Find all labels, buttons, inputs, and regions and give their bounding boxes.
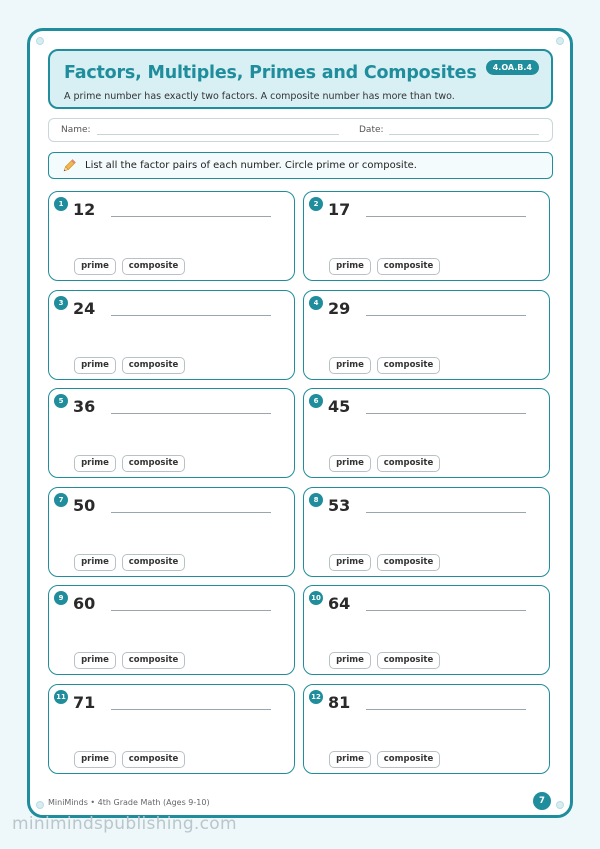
problem-card xyxy=(303,388,550,478)
composite-choice-button[interactable]: composite xyxy=(122,357,185,374)
corner-dot xyxy=(36,37,44,45)
footer-text: MiniMinds • 4th Grade Math (Ages 9-10) xyxy=(48,798,210,807)
problem-value: 24 xyxy=(73,298,96,318)
worksheet-header xyxy=(48,49,553,109)
factor-pairs-answer-line[interactable] xyxy=(111,709,271,710)
composite-choice-button[interactable]: composite xyxy=(377,357,440,374)
prime-choice-button[interactable]: prime xyxy=(329,554,371,571)
problem-card xyxy=(303,191,550,281)
problem-number-badge: 11 xyxy=(54,690,68,704)
prime-choice-button[interactable]: prime xyxy=(74,455,116,472)
name-field[interactable] xyxy=(97,134,339,135)
problem-number-badge: 12 xyxy=(309,690,323,704)
problem-number-badge: 6 xyxy=(309,394,323,408)
prime-choice-button[interactable]: prime xyxy=(329,751,371,768)
instruction-box xyxy=(48,152,553,179)
problem-card xyxy=(48,585,295,675)
prime-choice-button[interactable]: prime xyxy=(329,258,371,275)
problem-number-badge: 3 xyxy=(54,296,68,310)
standard-badge: 4.OA.B.4 xyxy=(486,60,539,75)
corner-dot xyxy=(556,37,564,45)
name-date-bar xyxy=(48,118,553,142)
problem-value: 60 xyxy=(73,594,96,613)
factor-pairs-answer-line[interactable] xyxy=(366,413,526,414)
problem-value: 50 xyxy=(73,495,96,515)
problem-card xyxy=(48,487,295,577)
problem-card xyxy=(48,684,295,774)
composite-choice-button[interactable]: composite xyxy=(122,258,185,275)
problem-card xyxy=(303,585,550,675)
corner-dot xyxy=(556,801,564,809)
page-number-badge: 7 xyxy=(533,792,551,810)
problem-number-badge: 4 xyxy=(309,296,323,310)
composite-choice-button[interactable]: composite xyxy=(122,554,185,571)
watermark: minimindspublishing.com xyxy=(12,814,237,834)
date-label: Date: xyxy=(359,125,384,135)
problem-value: 45 xyxy=(328,397,351,416)
prime-choice-button[interactable]: prime xyxy=(74,652,116,669)
factor-pairs-answer-line[interactable] xyxy=(366,709,526,710)
composite-choice-button[interactable]: composite xyxy=(122,455,185,472)
problem-number-badge: 8 xyxy=(309,493,323,507)
composite-choice-button[interactable]: composite xyxy=(122,652,185,669)
problem-card xyxy=(48,388,295,478)
factor-pairs-answer-line[interactable] xyxy=(366,610,526,611)
problem-number-badge: 2 xyxy=(309,197,323,211)
composite-choice-button[interactable]: composite xyxy=(377,751,440,768)
pencil-icon xyxy=(61,158,77,174)
problem-card xyxy=(48,290,295,380)
prime-choice-button[interactable]: prime xyxy=(329,357,371,374)
problem-card xyxy=(303,290,550,380)
page-subtitle: A prime number has exactly two factors. A composite number has more than two. xyxy=(64,91,455,102)
problem-card xyxy=(303,684,550,774)
composite-choice-button[interactable]: composite xyxy=(377,652,440,669)
prime-choice-button[interactable]: prime xyxy=(74,258,116,275)
problem-value: 71 xyxy=(73,692,96,712)
factor-pairs-answer-line[interactable] xyxy=(111,610,271,611)
prime-choice-button[interactable]: prime xyxy=(74,554,116,571)
problem-card xyxy=(48,191,295,281)
problem-number-badge: 1 xyxy=(54,197,68,211)
composite-choice-button[interactable]: composite xyxy=(377,455,440,472)
problem-value: 64 xyxy=(328,594,351,613)
page-title: Factors, Multiples, Primes and Composites xyxy=(64,63,477,83)
problem-value: 17 xyxy=(328,200,351,219)
factor-pairs-answer-line[interactable] xyxy=(111,512,271,513)
composite-choice-button[interactable]: composite xyxy=(122,751,185,768)
prime-choice-button[interactable]: prime xyxy=(329,455,371,472)
problem-card xyxy=(303,487,550,577)
problem-number-badge: 10 xyxy=(309,591,323,605)
instruction-text: List all the factor pairs of each number. Circle prime or composite. xyxy=(85,160,417,171)
prime-choice-button[interactable]: prime xyxy=(329,652,371,669)
problem-value: 36 xyxy=(73,397,96,416)
prime-choice-button[interactable]: prime xyxy=(74,357,116,374)
problem-value: 81 xyxy=(328,692,351,712)
corner-dot xyxy=(36,801,44,809)
composite-choice-button[interactable]: composite xyxy=(377,258,440,275)
prime-choice-button[interactable]: prime xyxy=(74,751,116,768)
problem-number-badge: 9 xyxy=(54,591,68,605)
factor-pairs-answer-line[interactable] xyxy=(366,216,526,217)
date-field[interactable] xyxy=(389,134,539,135)
factor-pairs-answer-line[interactable] xyxy=(366,315,526,316)
factor-pairs-answer-line[interactable] xyxy=(111,315,271,316)
worksheet-page xyxy=(27,28,573,818)
factor-pairs-answer-line[interactable] xyxy=(111,413,271,414)
problem-value: 53 xyxy=(328,495,351,515)
problem-number-badge: 5 xyxy=(54,394,68,408)
problem-value: 29 xyxy=(328,298,351,318)
problem-value: 12 xyxy=(73,200,96,219)
name-label: Name: xyxy=(61,125,91,135)
factor-pairs-answer-line[interactable] xyxy=(366,512,526,513)
composite-choice-button[interactable]: composite xyxy=(377,554,440,571)
problem-number-badge: 7 xyxy=(54,493,68,507)
factor-pairs-answer-line[interactable] xyxy=(111,216,271,217)
